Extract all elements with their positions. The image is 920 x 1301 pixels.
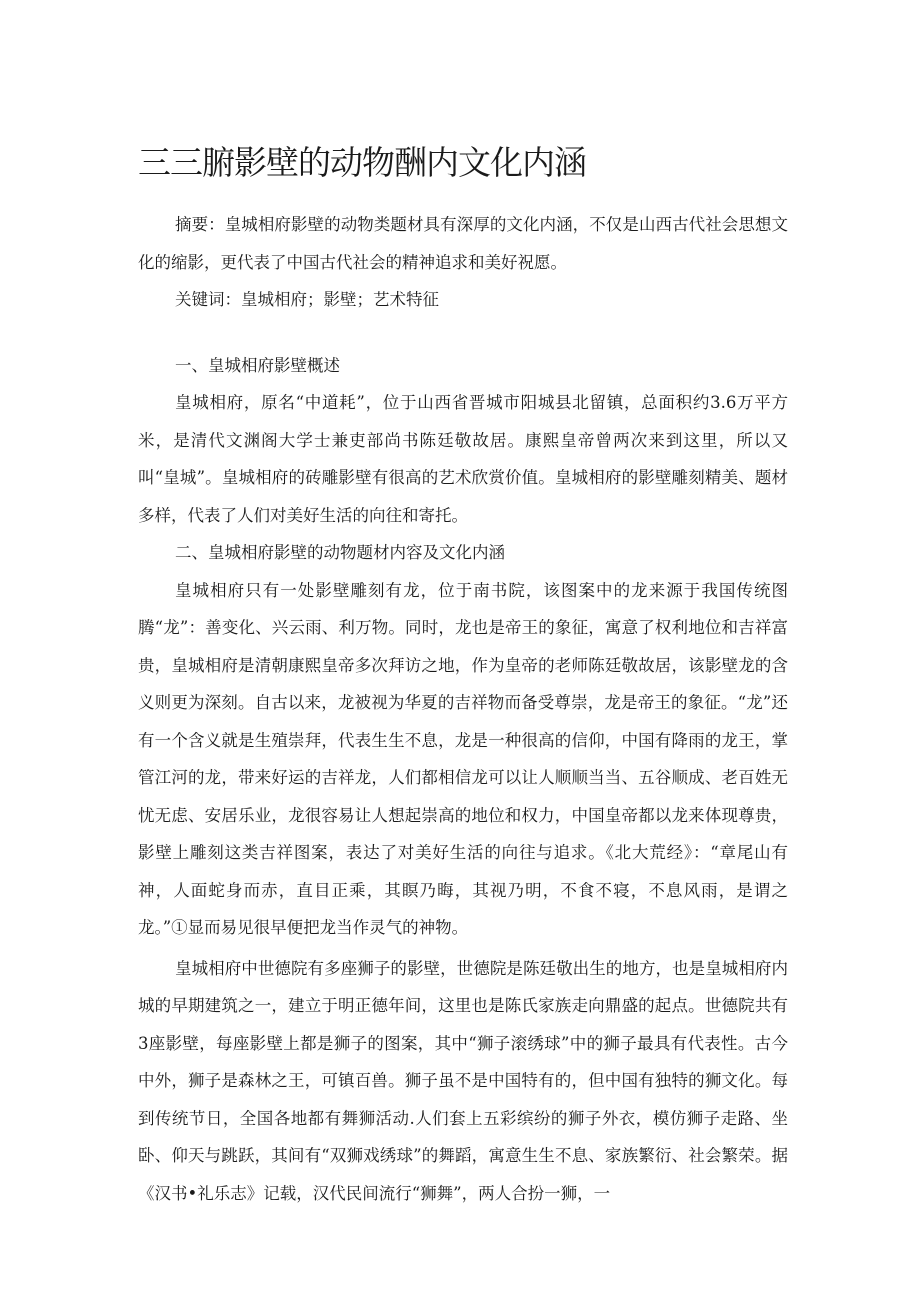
section-1-paragraph: 皇城相府，原名“中道耗”，位于山西省晋城市阳城县北留镇，总面积约3.6万平方米，是清代文渊阁大学士兼吏部尚书陈廷敬故居。康熙皇帝曾两次来到这里，所以又叫“皇城”。皇城相府的砖雕影壁有很高的艺术欣赏价值。皇城相府的影壁雕刻精美、题材多样，代表了人们对美好生活的向往和寄托。 xyxy=(138,393,788,525)
spacer xyxy=(138,319,788,347)
keywords-line: 关键词：皇城相府；影壁；艺术特征 xyxy=(175,290,439,309)
abstract-paragraph: 摘要：皇城相府影壁的动物类题材具有深厚的文化内涵，不仅是山西古代社会思想文化的缩影，更代表了中国古代社会的精神追求和美好祝愿。 xyxy=(138,215,788,272)
section-1-heading: 一、皇城相府影壁概述 xyxy=(175,355,340,375)
document-title: 三三腑影壁的动物酬内文化内涵 xyxy=(138,143,586,182)
document-page xyxy=(138,140,788,1212)
section-2-paragraph-dragon: 皇城相府只有一处影壁雕刻有龙，位于南书院，该图案中的龙来源于我国传统图腾“龙”：善变化、兴云雨、利万物。同时，龙也是帝王的象征，寓意了权利地位和吉祥富贵，皇城相府是清朝康熙皇帝多次拜访之地，作为皇帝的老师陈廷敬故居，该影壁龙的含义则更为深刻。自古以来，龙被视为华夏的吉祥物而备受尊崇，龙是帝王的象征。“龙”还有一个含义就是生殖崇拜，代表生生不息，龙是一种很高的信仰，中国有降雨的龙王，掌管江河的龙，带来好运的吉祥龙，人们都相信龙可以让人顺顺当当、五谷顺成、老百姓无忧无虑、安居乐业，龙很容易让人想起崇高的地位和权力，中国皇帝都以龙来体现尊贵，影壁上雕刻这类吉祥图案，表达了对美好生活的向往与追求。《北大荒经》：“章尾山有神，人面蛇身而赤，直目正乘，其瞑乃晦，其视乃明，不食不寝，不息风雨，是谓之龙。”①显而易见很早便把龙当作灵气的神物。 xyxy=(138,580,788,937)
section-2-heading: 二、皇城相府影壁的动物题材内容及文化内涵 xyxy=(175,543,505,562)
section-2-paragraph-lion: 皇城相府中世德院有多座狮子的影壁，世德院是陈廷敬出生的地方，也是皇城相府内城的早期建筑之一，建立于明正德年间，这里也是陈氏家族走向鼎盛的起点。世德院共有3座影壁，每座影壁上都是狮子的图案，其中“狮子滚绣球”中的狮子最具有代表性。古今中外，狮子是森林之王，可镇百兽。狮子虽不是中国特有的，但中国有独特的狮文化。每到传统节日，全国各地都有舞狮活动.人们套上五彩缤纷的狮子外衣，模仿狮子走路、坐卧、仰天与跳跃，其间有“双狮戏绣球”的舞蹈，寓意生生不息、家族繁衍、社会繁荣。据《汉书•礼乐志》记载，汉代民间流行“狮舞”，两人合扮一狮，一 xyxy=(138,958,788,1203)
